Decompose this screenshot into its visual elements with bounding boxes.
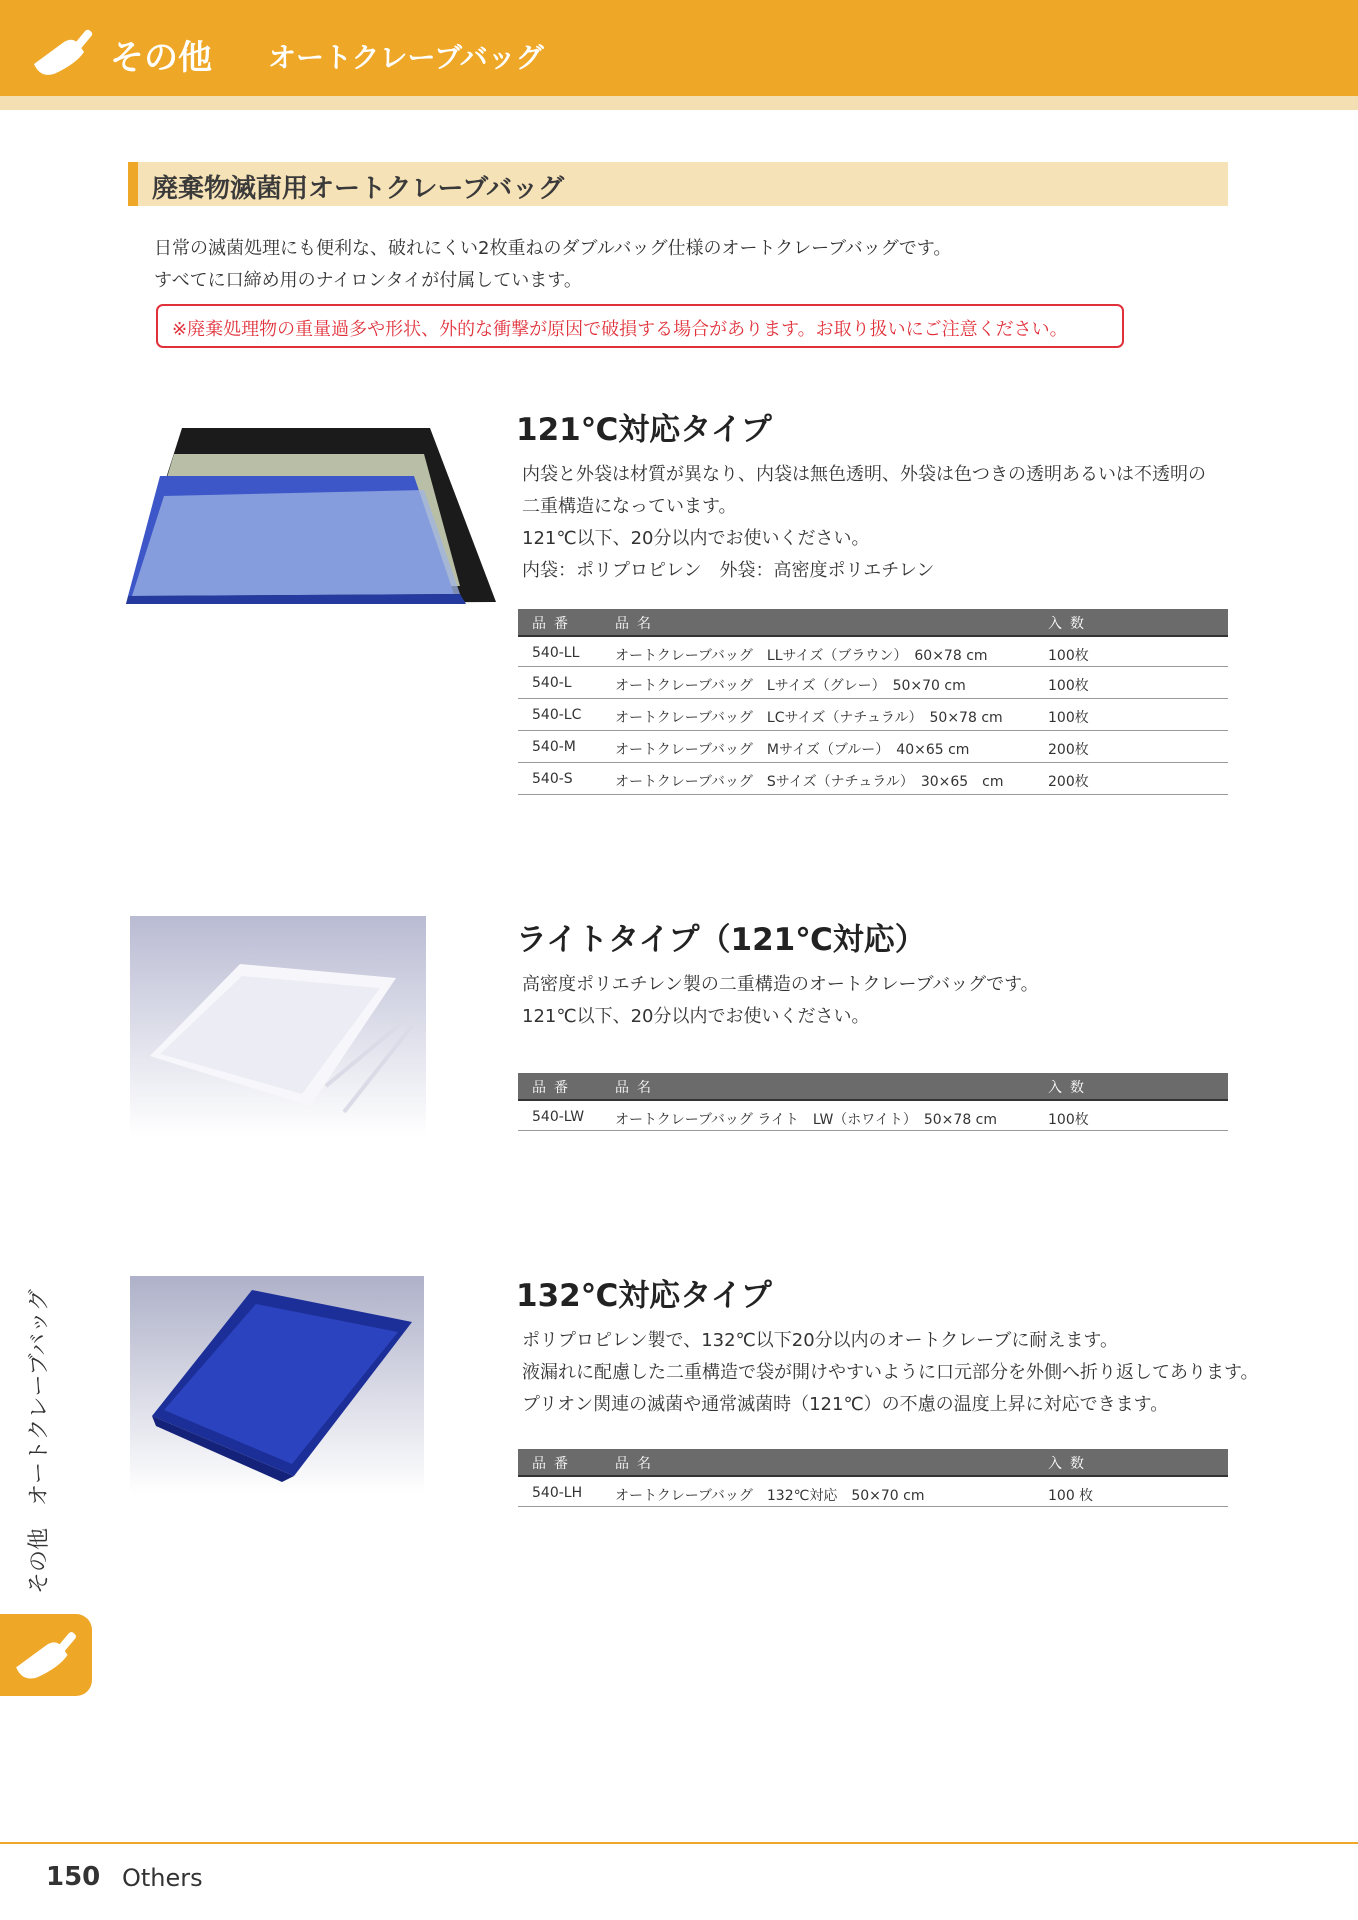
table-row	[518, 635, 1228, 667]
product-title: ライトタイプ（121℃対応）	[516, 922, 926, 958]
product-table	[518, 1073, 1228, 1131]
footer-section-label: Others	[122, 1864, 203, 1892]
table-header-row	[518, 609, 1228, 635]
product-description-line: ポリプロピレン製で、132℃以下20分以内のオートクレーブに耐えます。	[522, 1330, 1118, 1351]
scoop-icon	[12, 1626, 84, 1684]
table-header-qty: 入数	[1048, 1456, 1092, 1472]
product-title: 121℃対応タイプ	[516, 412, 772, 448]
page-title: オートクレーブバッグ	[268, 41, 544, 74]
table-header-name: 品名	[615, 1456, 659, 1472]
product-code: 540-LH	[532, 1485, 583, 1501]
product-qty: 100枚	[1048, 678, 1089, 694]
caution-notice-text: ※廃棄処理物の重量過多や形状、外的な衝撃が原因で破損する場合があります。お取り扱いにご注意ください。	[172, 319, 1068, 340]
product-qty: 100枚	[1048, 648, 1089, 664]
product-description-line: プリオン関連の滅菌や通常滅菌時（121℃）の不慮の温度上昇に対応できます。	[522, 1394, 1169, 1415]
product-description-line: 高密度ポリエチレン製の二重構造のオートクレーブバッグです。	[522, 974, 1039, 995]
table-header-row	[518, 1073, 1228, 1099]
product-description-line: 液漏れに配慮した二重構造で袋が開けやすいように口元部分を外側へ折り返してあります。	[522, 1362, 1259, 1383]
side-index-text: その他 オートクレーブバッグ	[27, 1289, 52, 1594]
table-row	[518, 1099, 1228, 1131]
section-heading-text: 廃棄物滅菌用オートクレーブバッグ	[152, 174, 565, 204]
product-code: 540-M	[532, 739, 576, 755]
product-code: 540-L	[532, 675, 572, 691]
product-name: オートクレーブバッグ LLサイズ（ブラウン） 60×78 cm	[615, 648, 988, 664]
scoop-icon	[30, 24, 100, 80]
footer-divider	[0, 1842, 1358, 1844]
product-table	[518, 1449, 1228, 1507]
product-code: 540-LL	[532, 645, 580, 661]
product-qty: 200枚	[1048, 742, 1089, 758]
side-index-tab	[0, 1614, 92, 1696]
section-heading	[128, 162, 1228, 206]
table-header-name: 品名	[615, 616, 659, 632]
table-header-code: 品番	[532, 1456, 576, 1472]
table-row	[518, 667, 1228, 699]
table-header-code: 品番	[532, 1080, 576, 1096]
product-name: オートクレーブバッグ Mサイズ（ブルー） 40×65 cm	[615, 742, 970, 758]
product-name: オートクレーブバッグ Sサイズ（ナチュラル） 30×65 cm	[615, 774, 1004, 790]
table-row	[518, 1475, 1228, 1507]
table-header-qty: 入数	[1048, 1080, 1092, 1096]
product-qty: 100枚	[1048, 1112, 1089, 1128]
product-description-line: 二重構造になっています。	[522, 496, 737, 517]
product-name: オートクレーブバッグ Lサイズ（グレー） 50×70 cm	[615, 678, 966, 694]
product-title: 132℃対応タイプ	[516, 1278, 772, 1314]
intro-line: 日常の滅菌処理にも便利な、破れにくい2枚重ねのダブルバッグ仕様のオートクレーブバッグです。	[154, 238, 952, 259]
intro-line: すべてに口締め用のナイロンタイが付属しています。	[154, 270, 582, 291]
page-number: 150	[46, 1862, 101, 1892]
side-index-label	[22, 1254, 62, 1594]
product-description-line: 121℃以下、20分以内でお使いください。	[522, 528, 870, 549]
product-description-line: 内袋と外袋は材質が異なり、内袋は無色透明、外袋は色つきの透明あるいは不透明の	[522, 464, 1206, 485]
product-image-121c	[124, 426, 496, 606]
product-description-line: 内袋：ポリプロピレン 外袋：高密度ポリエチレン	[522, 560, 935, 581]
page-header	[0, 0, 1358, 96]
product-name: オートクレーブバッグ ライト LW（ホワイト） 50×78 cm	[615, 1112, 998, 1128]
table-row	[518, 763, 1228, 795]
table-header-qty: 入数	[1048, 616, 1092, 632]
product-qty: 100枚	[1048, 710, 1089, 726]
table-row	[518, 731, 1228, 763]
category-label: その他	[110, 38, 212, 78]
product-name: オートクレーブバッグ LCサイズ（ナチュラル） 50×78 cm	[615, 710, 1003, 726]
product-code: 540-LW	[532, 1109, 585, 1125]
product-qty: 100 枚	[1048, 1488, 1094, 1504]
product-image-132c	[130, 1276, 424, 1494]
product-code: 540-S	[532, 771, 573, 787]
product-code: 540-LC	[532, 707, 582, 723]
section-heading-bar	[128, 162, 138, 206]
caution-notice	[156, 304, 1124, 348]
product-image-light	[130, 916, 426, 1136]
table-header-row	[518, 1449, 1228, 1475]
product-description-line: 121℃以下、20分以内でお使いください。	[522, 1006, 870, 1027]
table-header-code: 品番	[532, 616, 576, 632]
product-qty: 200枚	[1048, 774, 1089, 790]
header-underline	[0, 96, 1358, 110]
table-row	[518, 699, 1228, 731]
product-table	[518, 609, 1228, 795]
product-name: オートクレーブバッグ 132℃対応 50×70 cm	[615, 1488, 925, 1504]
table-header-name: 品名	[615, 1080, 659, 1096]
